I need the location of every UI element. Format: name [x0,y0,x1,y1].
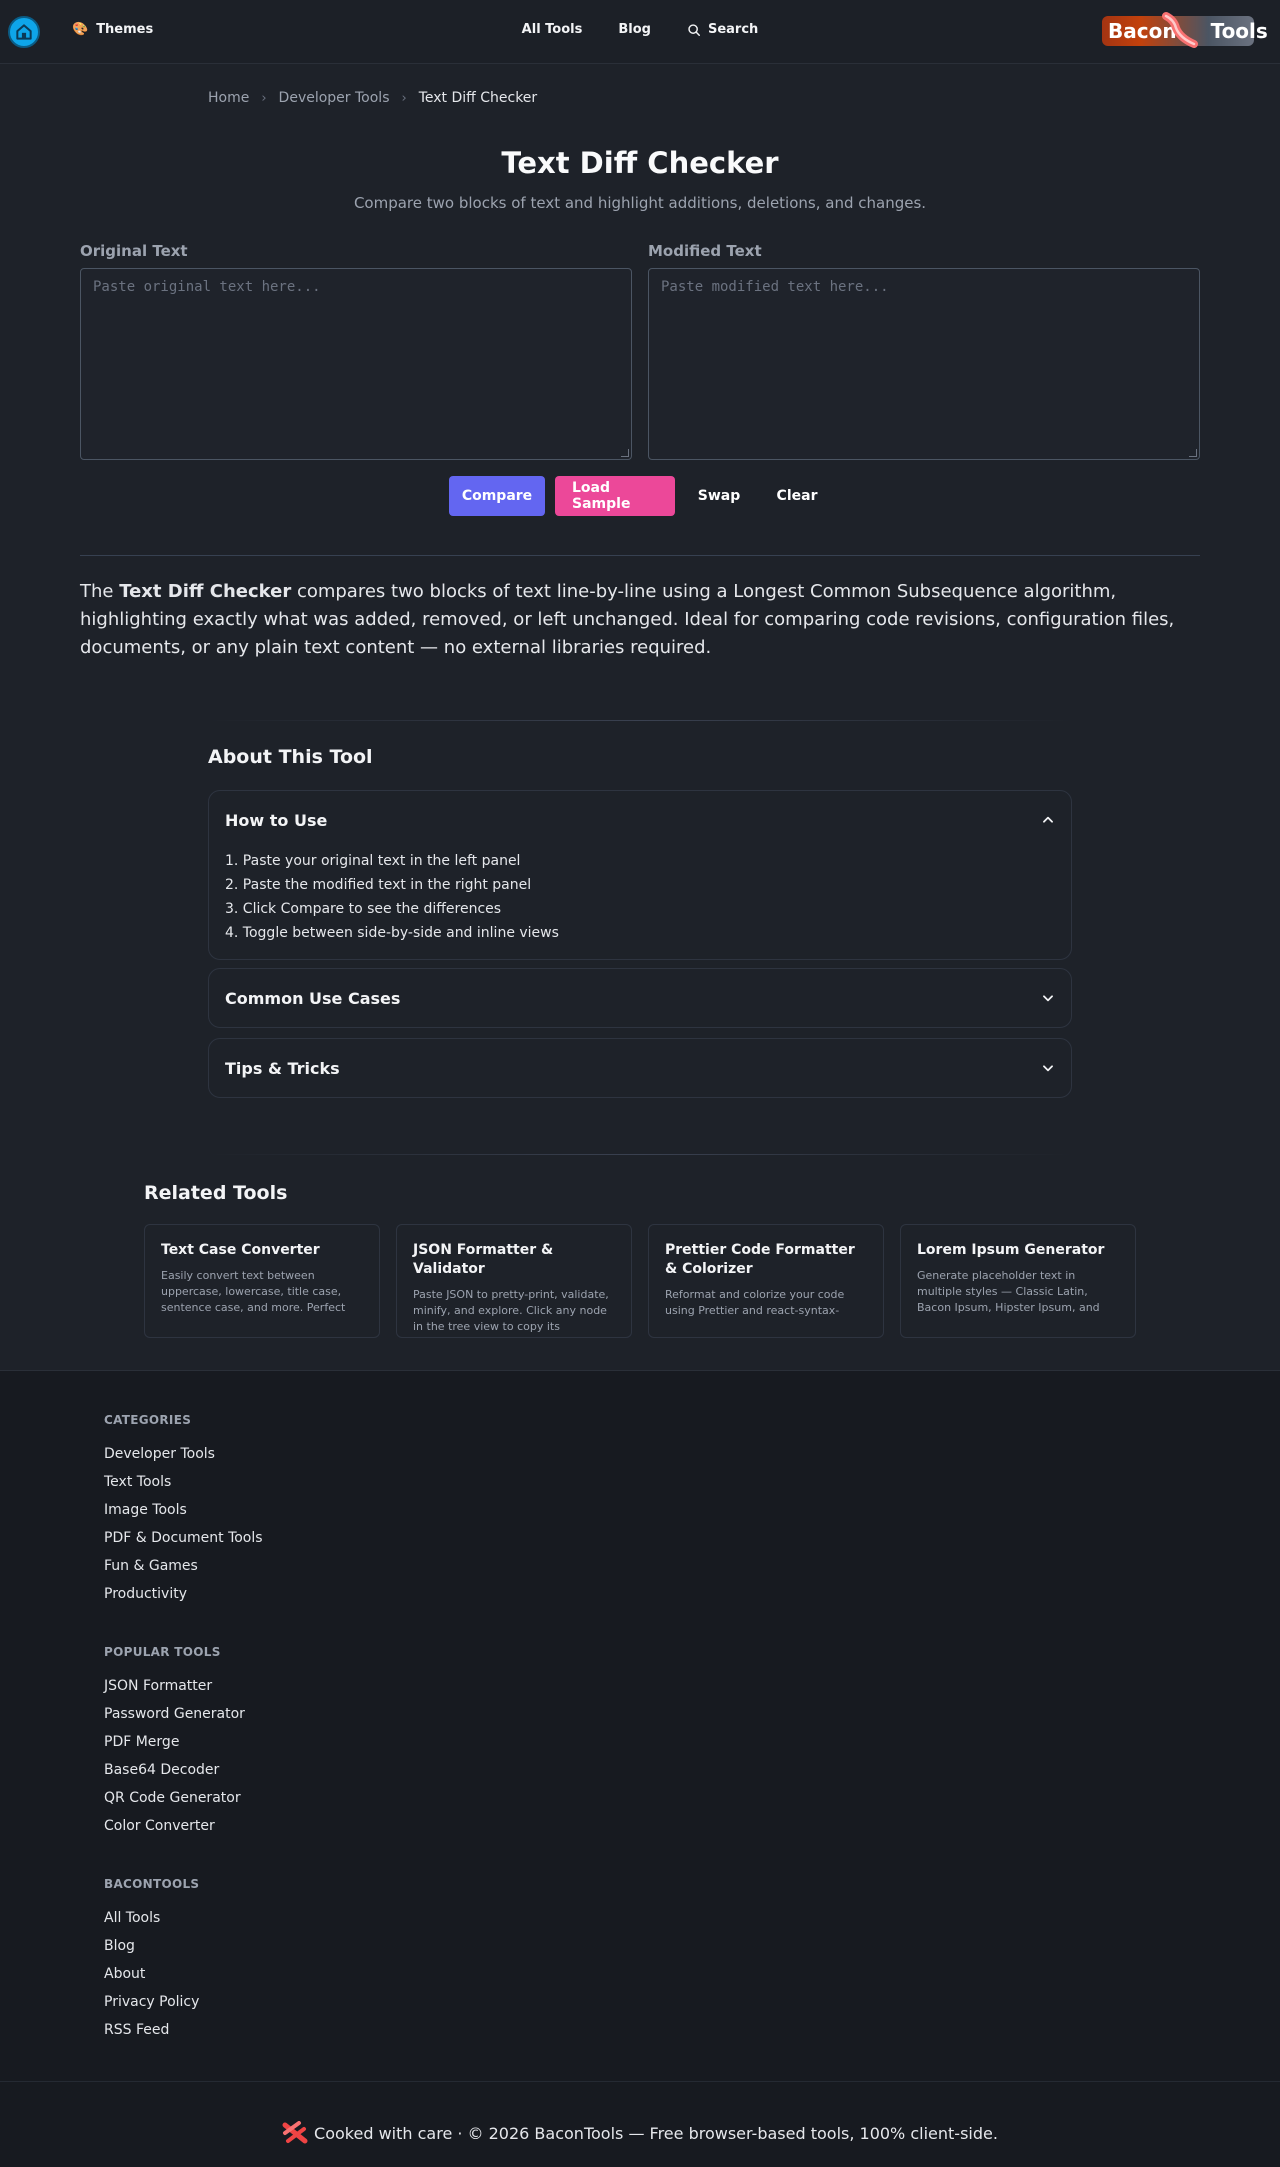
modified-text-input[interactable] [648,268,1200,460]
breadcrumb-current: Text Diff Checker [418,90,538,106]
related-tools-title: Related Tools [144,1182,288,1204]
desc-bold: Text Diff Checker [119,581,292,602]
footer-link[interactable]: RSS Feed [104,2022,170,2038]
footer-link[interactable]: PDF & Document Tools [104,1530,263,1546]
card-title: Text Case Converter [161,1242,320,1258]
palette-icon: 🎨 [72,22,89,37]
logo-text-bacon: Bacon [1108,19,1177,43]
desc-prefix: The [80,581,120,602]
copyright-text: Cooked with care · © 2026 BaconTools — Free browser-based tools, 100% client-side. [314,2123,998,2143]
accordion-common-use-cases[interactable] [208,968,1072,1028]
original-text-label: Original Text [80,242,188,260]
footer-link[interactable]: Text Tools [104,1474,172,1490]
related-tool-card[interactable] [396,1224,632,1338]
footer-link[interactable]: Privacy Policy [104,1994,200,2010]
card-description: Easily convert text between uppercase, lowercase, title case, sentence case, and more. Perfect [161,1269,346,1314]
footer-link[interactable]: Fun & Games [104,1558,198,1574]
footer-link[interactable]: Blog [104,1938,135,1954]
divider [208,720,1072,721]
accordion-header[interactable] [209,1039,1071,1097]
divider [208,1154,1072,1155]
step-item: 4. Toggle between side-by-side and inline views [225,925,559,941]
card-title: JSON Formatter & Validator [413,1242,554,1277]
breadcrumb-developer-tools[interactable]: Developer Tools [278,90,390,106]
desc-rest: compares two blocks of text line-by-line using a Longest Common Subsequence algorithm, highlighting exactly what was added, removed, or left unchanged. Ideal for comparing code revisions, configuration files, documents, or any plain text content — no external libraries required. [80,581,1175,658]
modified-text-label: Modified Text [648,242,762,260]
footer-link[interactable]: JSON Formatter [104,1678,213,1694]
logo-text-tools: Tools [1210,19,1268,43]
breadcrumb [208,90,537,106]
about-title: About This Tool [208,746,373,768]
footer-link[interactable]: Password Generator [104,1706,245,1722]
page-title: Text Diff Checker [501,146,779,180]
nav-search[interactable] [687,22,758,37]
related-tool-card[interactable] [648,1224,884,1338]
bacon-icon [282,2121,308,2145]
footer-heading: CATEGORIES [104,1413,192,1427]
action-buttons [0,476,1280,516]
accordion-content [209,849,1071,959]
accordion-title: Common Use Cases [225,988,401,1008]
accordion-tips-tricks[interactable] [208,1038,1072,1098]
card-description: Paste JSON to pretty-print, validate, minify, and explore. Click any node in the tree view to copy its [413,1288,609,1333]
footer-link[interactable]: Base64 Decoder [104,1762,220,1778]
footer-link[interactable]: About [104,1966,146,1982]
card-title: Prettier Code Formatter & Colorizer [665,1242,855,1277]
swap-button[interactable]: Swap [697,488,741,504]
accordion-how-to-use [208,790,1072,960]
bacon-icon [1162,10,1198,50]
breadcrumb-home[interactable]: Home [208,90,250,106]
step-item: 1. Paste your original text in the left panel [225,853,521,869]
nav-all-tools[interactable]: All Tools [521,22,583,37]
main-nav [0,22,1280,37]
footer-link[interactable]: Color Converter [104,1818,215,1834]
chevron-down-icon [1041,1061,1055,1075]
footer-link[interactable]: Developer Tools [104,1446,215,1462]
modified-placeholder: Paste modified text here... [661,279,889,295]
footer-link[interactable]: All Tools [104,1910,161,1926]
footer-heading: BACONTOOLS [104,1877,200,1891]
copyright [0,2121,1280,2145]
themes-label: Themes [96,22,154,37]
footer-link[interactable]: Productivity [104,1586,187,1602]
footer-link[interactable]: Image Tools [104,1502,187,1518]
load-sample-button[interactable]: Load Sample [555,476,675,516]
chevron-down-icon [1041,991,1055,1005]
chevron-up-icon [1041,813,1055,827]
nav-blog[interactable]: Blog [618,22,651,37]
original-placeholder: Paste original text here... [93,279,321,295]
tool-description [80,578,1200,662]
card-description: Generate placeholder text in multiple styles — Classic Latin, Bacon Ipsum, Hipster Ipsum, and [917,1269,1100,1314]
chevron-right-icon: › [261,90,267,106]
accordion-title: Tips & Tricks [225,1058,340,1078]
divider [0,2081,1280,2082]
footer-link[interactable]: PDF Merge [104,1734,180,1750]
accordion-title: How to Use [225,810,328,830]
bacontools-logo[interactable] [1102,16,1268,46]
accordion-header[interactable] [209,791,1071,849]
page-subtitle: Compare two blocks of text and highlight additions, deletions, and changes. [353,194,927,212]
search-icon [687,23,701,37]
step-item: 2. Paste the modified text in the right panel [225,877,532,893]
footer-link[interactable]: QR Code Generator [104,1790,241,1806]
related-tool-card[interactable] [900,1224,1136,1338]
compare-button[interactable]: Compare [449,476,545,516]
footer-popular-tools [104,1645,245,1845]
search-label: Search [707,22,759,37]
top-header [0,0,1280,64]
footer-categories [104,1413,263,1613]
divider [80,555,1200,556]
clear-button[interactable]: Clear [776,488,818,504]
related-tool-card[interactable] [144,1224,380,1338]
footer-bacontools [104,1877,199,2049]
card-description: Reformat and colorize your code using Prettier and react-syntax- [665,1288,845,1317]
footer-heading: POPULAR TOOLS [104,1645,221,1659]
step-item: 3. Click Compare to see the differences [225,901,502,917]
chevron-right-icon: › [401,90,407,106]
original-text-input[interactable] [80,268,632,460]
resize-handle-icon[interactable] [621,449,629,457]
site-footer [0,1370,1280,2167]
card-title: Lorem Ipsum Generator [917,1242,1105,1258]
accordion-header[interactable] [209,969,1071,1027]
resize-handle-icon[interactable] [1189,449,1197,457]
